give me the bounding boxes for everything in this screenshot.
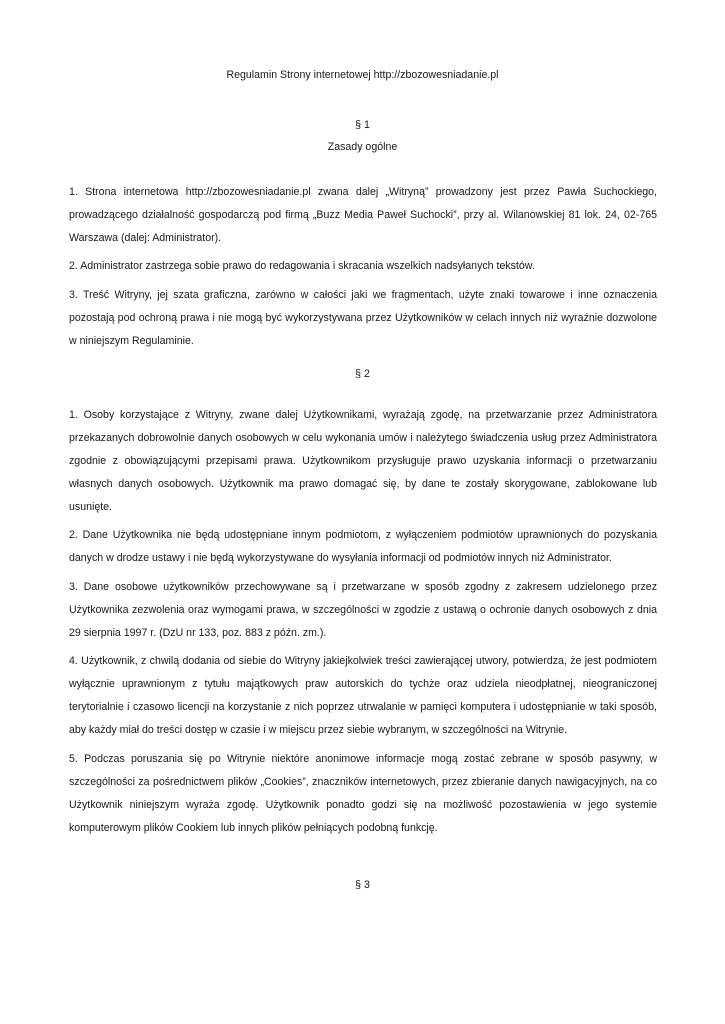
section-1-paragraph-2: 2. Administrator zastrzega sobie prawo do redagowania i skracania wszelkich nadsyłanych tekstów. — [69, 260, 535, 273]
section-2-paragraph-2: 2. Dane Użytkownika nie będą udostępniane innym podmiotom, z wyłączeniem podmiotów uprawnionych do pozyskania danych w drodze ustawy i nie będą wykorzystywane do wysyłania informacji od podmiotów innych niż Administrator. — [69, 529, 657, 565]
section-2-paragraph-1: 1. Osoby korzystające z Witryny, zwane dalej Użytkownikami, wyrażają zgodę, na przetwarzanie przez Administratora przekazanych dobrowolnie danych osobowych w celu wykonania umów i należytego świadczenia usług przez Administratora zgodnie z obowiązującymi przepisami prawa. Użytkownikom przysługuje prawo uzyskania informacji o przetwarzaniu własnych danych osobowych. Użytkownik ma prawo domagać się, by dane te zostały skorygowane, zablokowane lub usunięte. — [69, 409, 657, 513]
section-3-number: § 3 — [355, 879, 370, 891]
section-1-paragraph-3: 3. Treść Witryny, jej szata graficzna, zarówno w całości jaki we fragmentach, użyte znaki towarowe i inne oznaczenia pozostają pod ochroną prawa i nie mogą być wykorzystywana przez Użytkowników w celach innych niż wyraźnie dozwolone w niniejszym Regulaminie. — [69, 288, 657, 347]
section-1-heading: Zasady ogólne — [327, 141, 398, 153]
section-2-paragraph-4: 4. Użytkownik, z chwilą dodania od siebie do Witryny jakiejkolwiek treści zawierającej utwory, potwierdza, że jest podmiotem wyłącznie uprawnionym z tytułu majątkowych praw autorskich do tychże oraz udziela nieodpłatnej, nieograniczonej terytorialnie i czasowo licencji na korzystanie z nich poprzez utrwalanie w pamięci komputera i udostępnianie w taki sposób, aby każdy miał do treści dostęp w czasie i w miejscu przez siebie wybranym, w szczególności na Witrynie. — [69, 655, 657, 737]
section-2-number: § 2 — [355, 368, 370, 380]
section-2-paragraph-3: 3. Dane osobowe użytkowników przechowywane są i przetwarzane w sposób zgodny z zakresem udzielonego przez Użytkownika zezwolenia oraz wymogami prawa, w szczególności w zgodzie z ustawą o ochronie danych osobowych z dnia 29 sierpnia 1997 r. (DzU nr 133, poz. 883 z późn. zm.). — [69, 580, 657, 639]
section-2-paragraph-5: 5. Podczas poruszania się po Witrynie niektóre anonimowe informacje mogą zostać zebrane w sposób pasywny, w szczególności za pośrednictwem plików „Cookies”, znaczników internetowych, przez zbieranie danych nawigacyjnych, na co Użytkownik niniejszym wyraża zgodę. Użytkownik ponadto godzi się na możliwość pozostawienia w jego systemie komputerowym plików Cookiem lub innych plików pełniących podobną funkcję. — [69, 752, 657, 834]
section-1-paragraph-1: 1. Strona internetowa http://zbozowesniadanie.pl zwana dalej „Witryną” prowadzony jest przez Pawła Suchockiego, prowadzącego działalność gospodarczą pod firmą „Buzz Media Paweł Suchocki”, przy al. Wilanowskiej 81 lok. 24, 02-765 Warszawa (dalej: Administrator). — [69, 186, 657, 244]
section-1-body — [69, 181, 657, 358]
section-1-number: § 1 — [355, 119, 370, 131]
section-2-body — [69, 404, 657, 845]
document-title: Regulamin Strony internetowej http://zbozowesniadanie.pl — [226, 69, 499, 81]
